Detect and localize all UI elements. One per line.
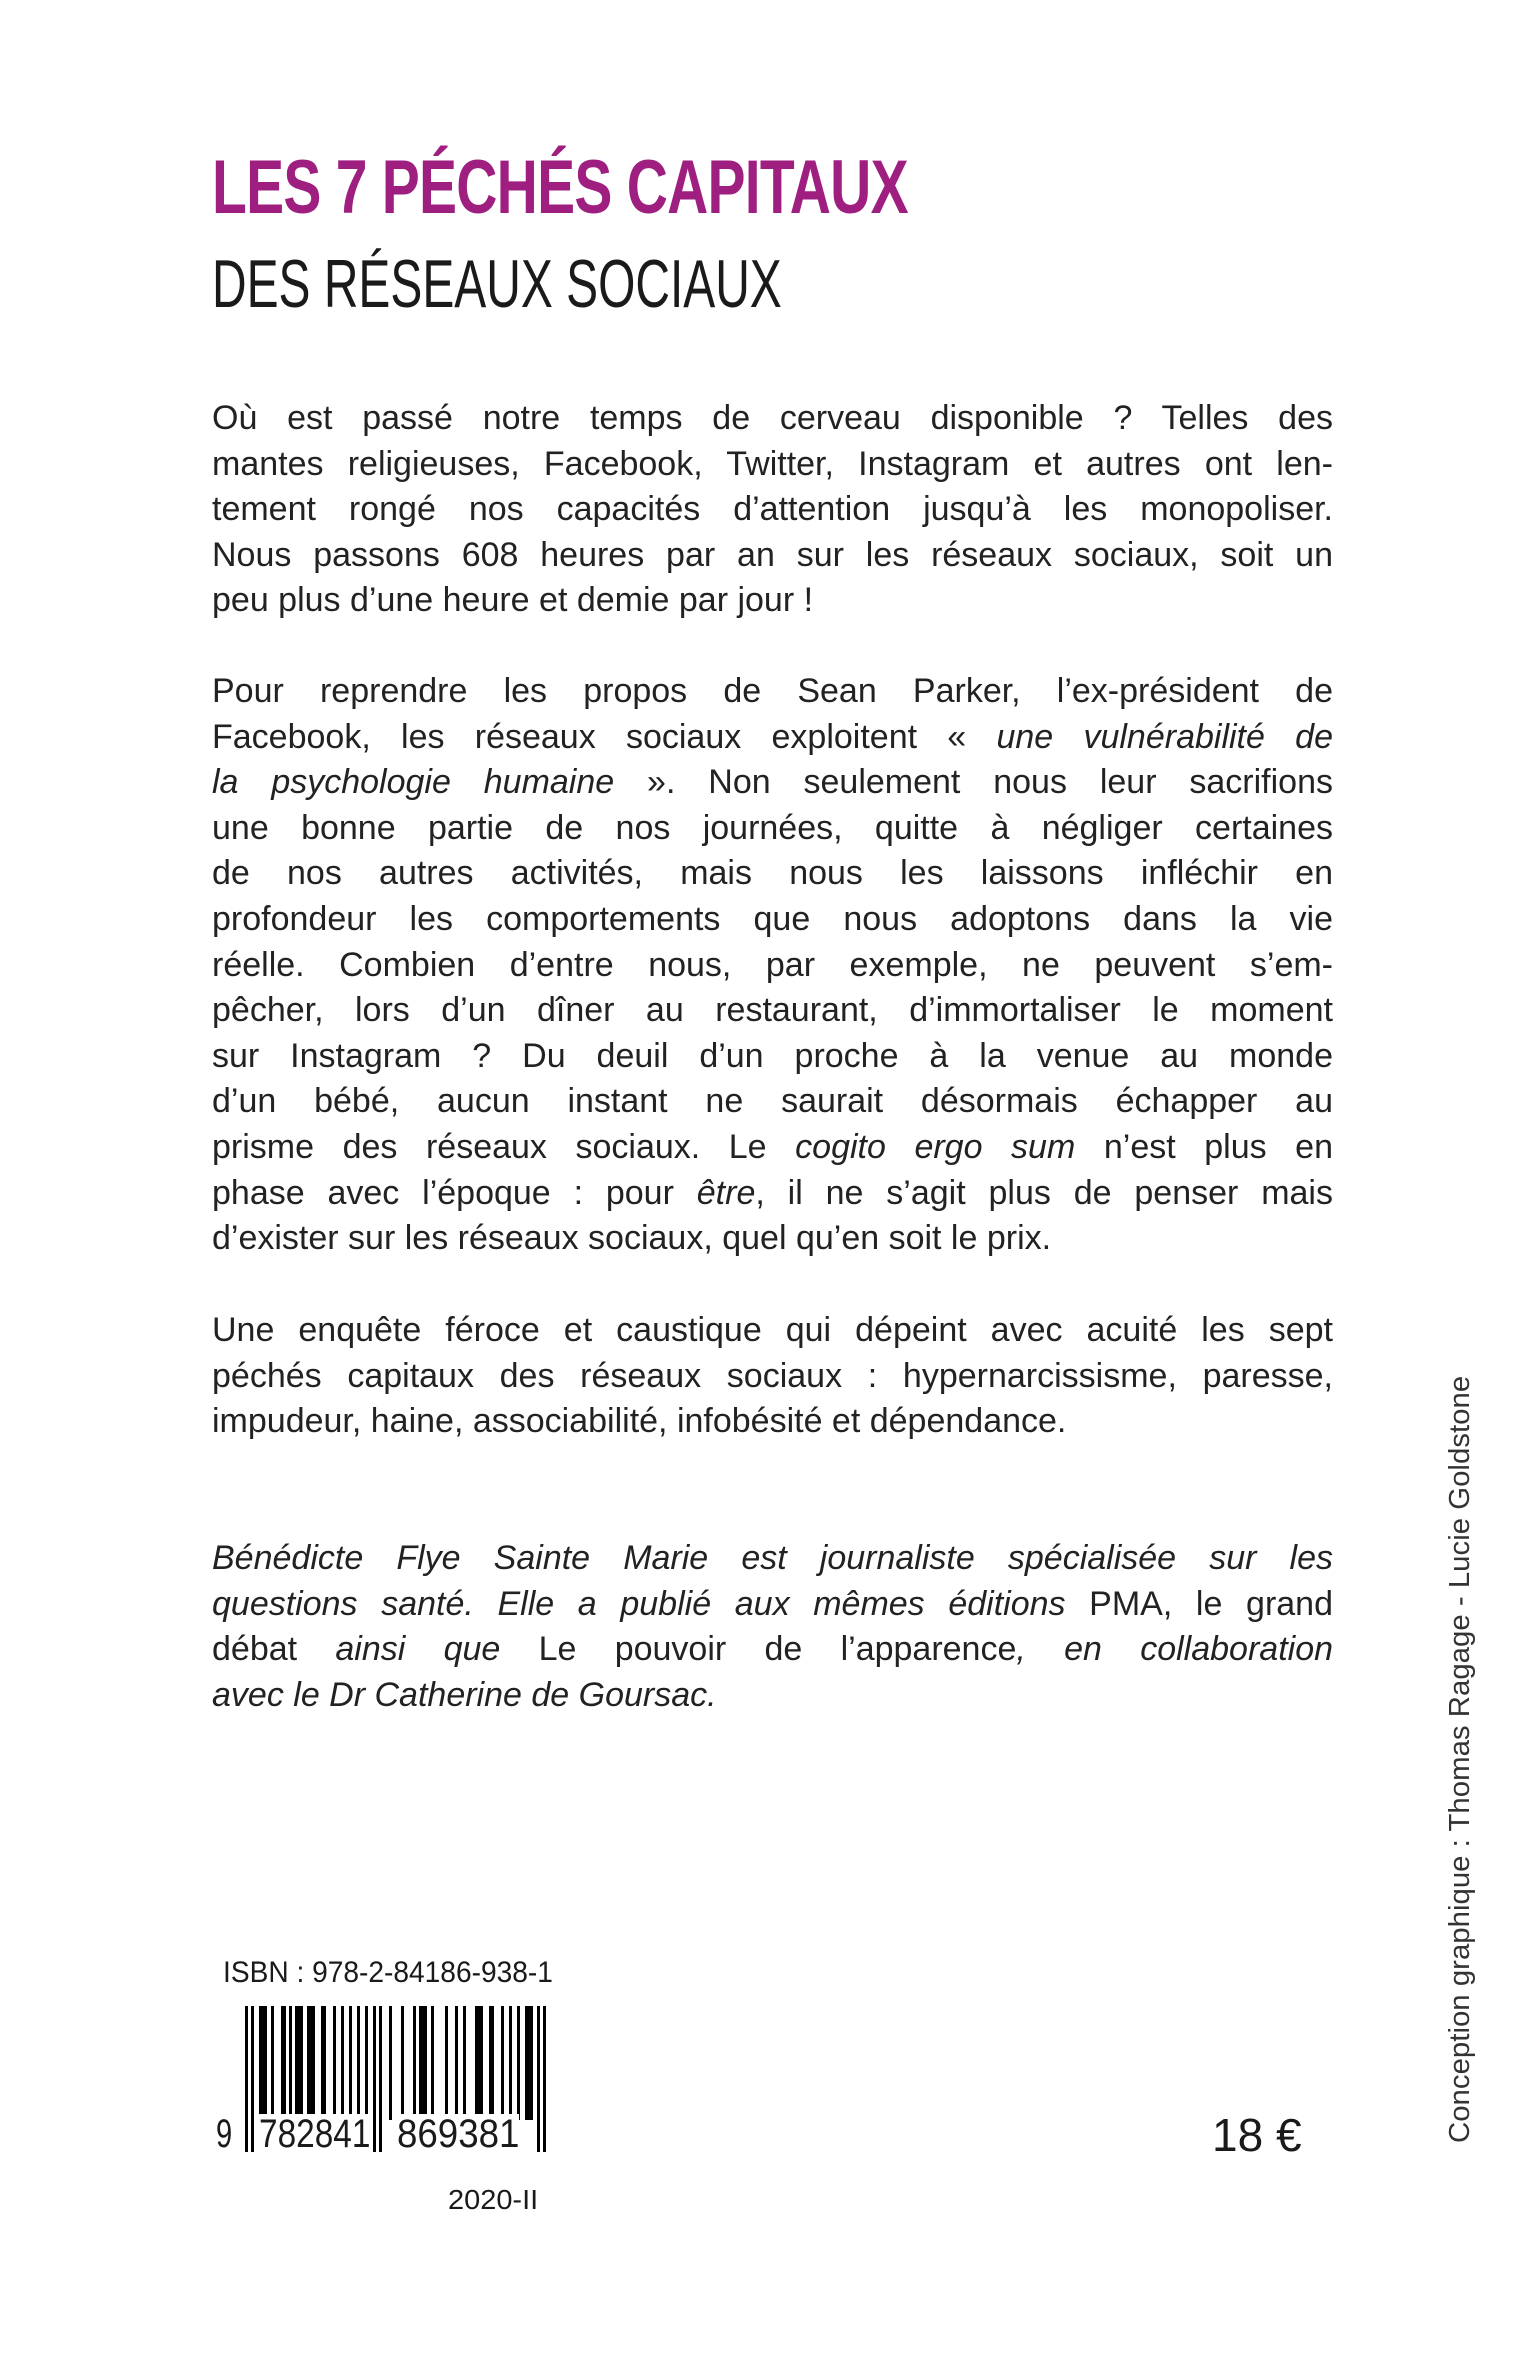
text-line [212, 1079, 1333, 1125]
barcode-bar [295, 2006, 303, 2120]
barcode-bar [455, 2006, 458, 2120]
barcode-bar [509, 2006, 512, 2120]
barcode-bar [349, 2006, 352, 2120]
text-line [212, 806, 1333, 852]
text-span: de nos autres activités, mais nous les laissons infléchir en [212, 854, 1333, 893]
text-line [212, 715, 1333, 761]
text-span: PMA, le grand [1065, 1584, 1334, 1623]
barcode-bar [525, 2006, 533, 2120]
text-line [212, 1673, 1333, 1719]
barcode-bar [271, 2006, 274, 2120]
text-span: Le pouvoir de l’apparence [500, 1630, 1017, 1669]
barcode-bar [401, 2006, 404, 2120]
text-span: Pour reprendre les propos de Sean Parker, l’ex-président de [212, 672, 1333, 710]
barcode-digits-right: 869381 [397, 2112, 520, 2156]
text-span: d’exister sur les réseaux sociaux, quel qu’en soit le prix. [212, 1219, 1052, 1258]
blurb-paragraph-2 [212, 669, 1333, 1262]
text-line [212, 943, 1333, 989]
blurb-paragraph-3 [212, 1308, 1333, 1445]
text-span: tement rongé nos capacités d’attention jusqu’à les monopoliser. [212, 490, 1333, 529]
barcode-guard-bar [373, 2006, 376, 2152]
text-line [212, 851, 1333, 897]
barcode-bar [389, 2006, 392, 2120]
text-span: Où est passé notre temps de cerveau disponible ? Telles des [212, 399, 1333, 437]
text-span: profondeur les comportements que nous adoptons dans la vie [212, 899, 1333, 938]
text-span: phase avec l’époque : pour [212, 1173, 697, 1212]
text-span: ». Non seulement nous leur sacrifions [614, 763, 1333, 802]
author-bio [212, 1536, 1333, 1718]
italic-text: une vulnérabilité de [996, 717, 1333, 756]
price: 18 € [1212, 2109, 1302, 2161]
text-line [212, 897, 1333, 943]
text-line [212, 1308, 1333, 1354]
text-line [212, 578, 1333, 624]
text-span: peu plus d’une heure et demie par jour ! [212, 581, 814, 620]
text-span: Nous passons 608 heures par an sur les réseaux sociaux, soit un [212, 535, 1333, 574]
text-span: prisme des réseaux sociaux. Le [212, 1127, 796, 1166]
barcode-bar [333, 2006, 336, 2120]
design-credit: Conception graphique : Thomas Ragage - Lucie Goldstone [1444, 1375, 1476, 2143]
text-span: pêcher, lors d’un dîner au restaurant, d’immortaliser le moment [212, 991, 1333, 1030]
edition-label: 2020-II [448, 2184, 539, 2215]
barcode-bar [501, 2006, 504, 2120]
text-span: Facebook, les réseaux sociaux exploitent « [212, 717, 997, 756]
text-line [212, 487, 1333, 533]
text-span: impudeur, haine, associabilité, infobésité et dépendance. [212, 1402, 1067, 1441]
italic-text: cogito ergo sum [795, 1127, 1076, 1166]
barcode-guard-bar [379, 2006, 382, 2152]
text-line [212, 1399, 1333, 1445]
barcode-bar [281, 2006, 286, 2120]
book-subtitle: DES RÉSEAUX SOCIAUX [212, 246, 782, 322]
barcode-bar [413, 2006, 416, 2120]
text-line [212, 1354, 1333, 1400]
text-span: n’est plus en [1075, 1127, 1333, 1166]
book-title: LES 7 PÉCHÉS CAPITAUX [212, 145, 908, 230]
italic-text: ainsi que [335, 1630, 501, 1669]
italic-text: avec le Dr Catherine de Goursac. [212, 1675, 717, 1714]
italic-text: la psychologie humaine [212, 763, 615, 802]
barcode-bar [463, 2006, 466, 2120]
barcode-bar [445, 2006, 448, 2120]
text-span: mantes religieuses, Facebook, Twitter, Instagram et autres ont len- [212, 444, 1333, 483]
text-span: d’un bébé, aucun instant ne saurait désormais échapper au [212, 1082, 1333, 1121]
barcode-guard-bar [245, 2006, 248, 2152]
barcode-guard-bar [537, 2006, 540, 2152]
text-line [212, 1171, 1333, 1217]
blurb-paragraph-1 [212, 396, 1333, 624]
barcode-bar [341, 2006, 344, 2120]
italic-text: , en collaboration [1016, 1630, 1334, 1669]
barcode-bar [321, 2006, 326, 2120]
text-line [212, 533, 1333, 579]
text-line [212, 1125, 1333, 1171]
text-line [212, 1627, 1333, 1673]
italic-text: être [696, 1173, 756, 1212]
barcode-digits-left: 782841 [259, 2112, 371, 2156]
text-span: , il ne s’agit plus de penser mais [755, 1173, 1333, 1212]
text-line [212, 669, 1333, 715]
barcode-bar [419, 2006, 427, 2120]
text-span: sur Instagram ? Du deuil d’un proche à la venue au monde [212, 1036, 1333, 1075]
text-span: débat [212, 1630, 336, 1669]
italic-text: Bénédicte Flye Sainte Marie est journaliste spécialisée sur les [212, 1539, 1333, 1577]
text-line [212, 396, 1333, 442]
barcode-bar [475, 2006, 483, 2120]
text-span: une bonne partie de nos journées, quitte à négliger certaines [212, 808, 1333, 847]
barcode-bar [365, 2006, 368, 2120]
barcode-bar [289, 2006, 292, 2120]
text-span: Une enquête féroce et caustique qui dépeint avec acuité les sept [212, 1311, 1333, 1349]
text-line [212, 1034, 1333, 1080]
text-line [212, 442, 1333, 488]
barcode-guard-bar [251, 2006, 254, 2152]
text-line [212, 988, 1333, 1034]
text-line [212, 760, 1333, 806]
italic-text: questions santé. Elle a publié aux mêmes éditions [212, 1584, 1066, 1623]
barcode-bar [431, 2006, 434, 2120]
barcode-digit-prefix: 9 [216, 2112, 233, 2156]
text-line [212, 1582, 1333, 1628]
text-span: péchés capitaux des réseaux sociaux : hypernarcissisme, paresse, [212, 1356, 1333, 1395]
text-line [212, 1216, 1333, 1262]
barcode-bar [357, 2006, 360, 2120]
text-span: réelle. Combien d’entre nous, par exemple, ne peuvent s’em- [212, 945, 1333, 984]
barcode-bar [517, 2006, 520, 2120]
text-line [212, 1536, 1333, 1582]
isbn-label: ISBN : 978-2-84186-938-1 [223, 1956, 553, 1989]
barcode-guard-bar [543, 2006, 546, 2152]
barcode-bar [307, 2006, 315, 2120]
barcode-bar [489, 2006, 494, 2120]
barcode-bar [259, 2006, 267, 2120]
